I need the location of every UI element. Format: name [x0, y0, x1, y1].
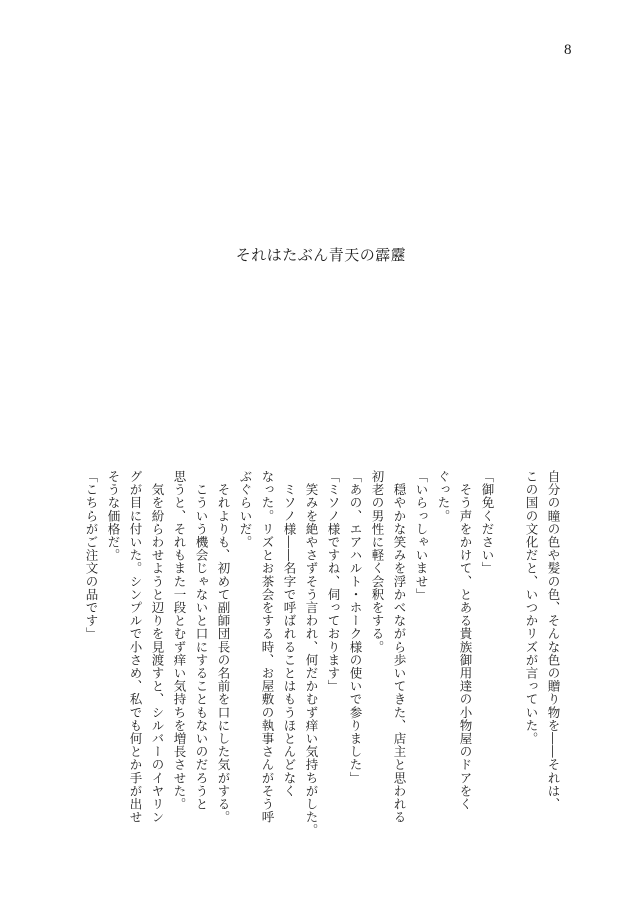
text-line: ぶぐらいだ。 — [238, 470, 253, 549]
text-line: それよりも、初めて副師団長の名前を口にした気がする。 — [216, 470, 231, 824]
text-line: 穏やかな笑みを浮かべながら歩いてきた、店主と思われる — [392, 470, 407, 824]
text-line: 「御免ください」 — [480, 470, 495, 575]
blank-line — [498, 470, 520, 830]
text-line: グが目に付いた。シンプルで小さめ、私でも何とか手が出せ — [128, 470, 143, 824]
text-line: 思うと、それもまた一段とむず痒い気持ちを増長させた。 — [172, 470, 187, 811]
text-line: 「こちらがご注文の品です」 — [84, 470, 99, 641]
body-text — [80, 470, 564, 837]
text-line: 「あの、エアハルト・ホーク様の使いで参りました」 — [348, 470, 363, 785]
text-line: 「いらっしゃいませ」 — [414, 470, 429, 601]
text-line: こういう機会じゃないと口にすることもないのだろうと — [194, 470, 209, 811]
text-line: ぐった。 — [436, 470, 451, 523]
text-line: 初老の男性に軽く会釈をする。 — [370, 470, 385, 654]
text-line: なった。リズとお茶会をする時、お屋敷の執事さんがそう呼 — [260, 470, 275, 824]
text-line: そうな価格だ。 — [106, 470, 121, 562]
page-number: 8 — [564, 42, 572, 58]
text-line: ミソノ様――名字で呼ばれることはもうほとんどなく — [282, 470, 297, 798]
chapter-title: それはたぶん青天の霹靂 — [235, 246, 407, 264]
text-line: 自分の瞳の色や髪の色、そんな色の贈り物を――それは、 — [546, 470, 561, 811]
text-line: 笑みを絶やさずそう言われ、何だかむず痒い気持ちがした。 — [304, 470, 319, 837]
text-line: 「ミソノ様ですね、伺っております」 — [326, 470, 341, 693]
text-line: 気を紛らわせようと辺りを見渡すと、シルバーのイヤリン — [150, 470, 165, 824]
text-line: この国の文化だと、いつかリズが言っていた。 — [524, 470, 539, 746]
text-line: そう声をかけて、とある貴族御用達の小物屋のドアをく — [458, 470, 473, 811]
